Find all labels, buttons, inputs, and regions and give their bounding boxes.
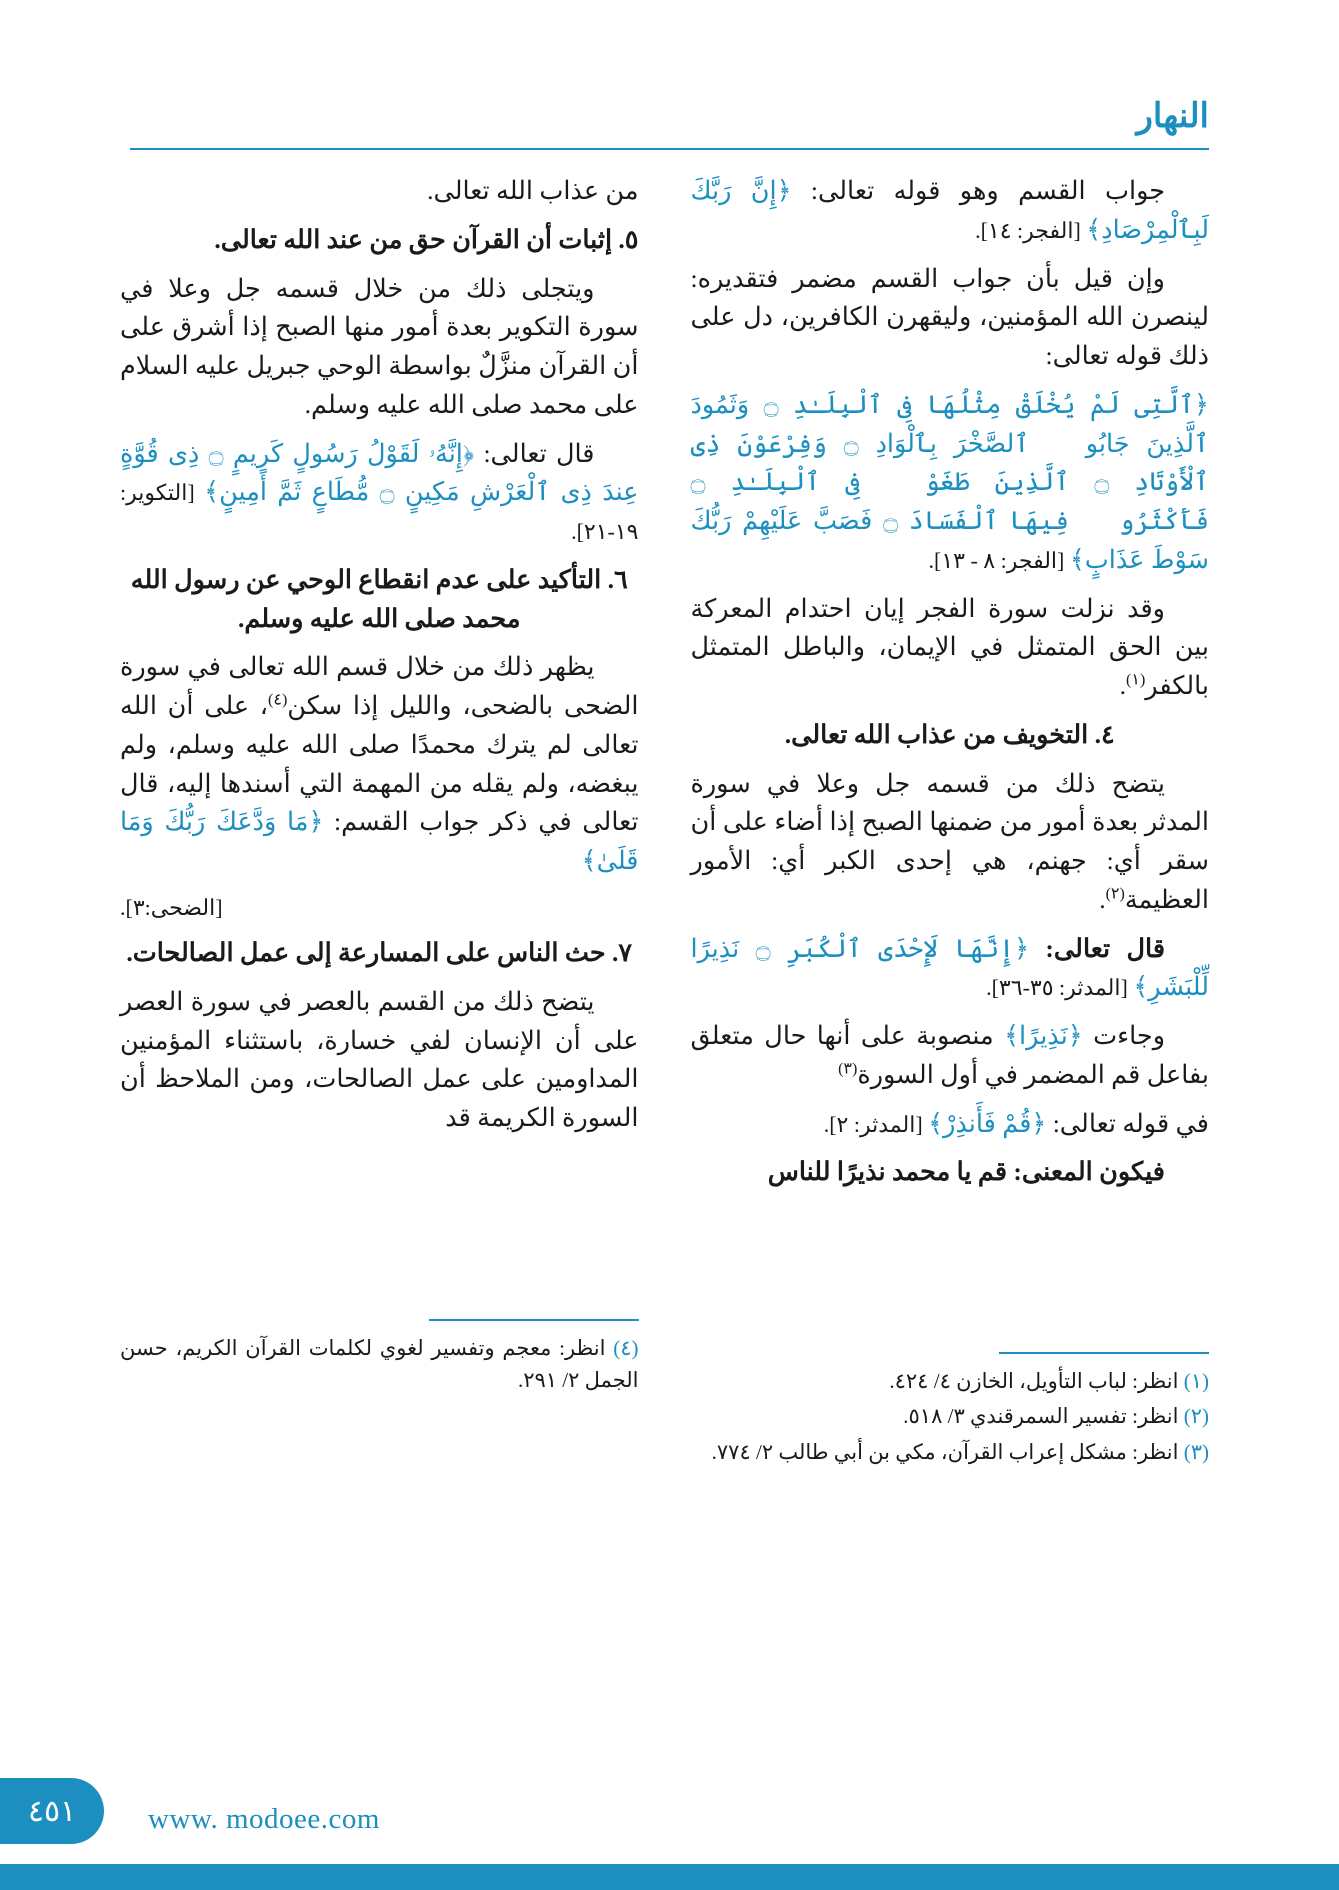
paragraph [120,435,639,551]
footnote-text: انظر: معجم وتفسير لغوي لكلمات القرآن الكريم، حسن الجمل ٢/ ٢٩١. [120,1336,639,1392]
quran-verse: ﴿نَذِيرًا﴾ [1004,1021,1083,1050]
quran-verse: ﴿مَا وَدَّعَكَ رَبُّكَ وَمَا قَلَىٰ﴾ [120,807,639,875]
paragraph-text-tail: . [1099,884,1106,914]
footnote-marker: (٢) [1105,885,1125,903]
page-header [130,96,1209,154]
footnote-number: (٣) [1183,1439,1209,1464]
paragraph [691,172,1210,250]
paragraph [691,930,1210,1008]
footnote-text: انظر: مشكل إعراب القرآن، مكي بن أبي طالب ٢/ ٧٧٤. [711,1439,1184,1464]
section-heading: ٦. التأكيد على عدم انقطاع الوحي عن رسول الله محمد صلى الله عليه وسلم. [130,564,628,633]
paragraph [691,386,1210,580]
paragraph: من عذاب الله تعالى. [427,176,639,205]
page-number: ٤٥١ [0,1778,104,1844]
footnote-number: (١) [1183,1368,1209,1393]
bottom-bar [0,1864,1339,1890]
paragraph-text: وجاءت [1082,1021,1166,1050]
footnote-divider [999,1352,1209,1354]
footnote-text: انظر: تفسير السمرقندي ٣/ ٥١٨. [903,1404,1184,1428]
paragraph-text: قال تعالى: [1029,933,1166,963]
footnote-item [691,1401,1210,1433]
paragraph [691,590,1210,706]
quran-verse: ﴿إِنَّهَا لَإِحْدَى ٱلْكُبَرِ ۝ نَذِيرًا لِّلْبَشَرِ﴾ [690,933,1209,1002]
footnote-marker: (٤) [268,691,288,709]
footnotes-left [120,1319,639,1400]
verse-reference: [الفجر: ١٤]. [975,217,1087,243]
section-heading: ٥. إثبات أن القرآن حق من عند الله تعالى. [214,224,639,254]
paragraph-text-tail: منصوبة على أنها حال متعلق بفاعل قم المضمر في أول السورة [690,1021,1209,1089]
paragraph [691,1017,1210,1095]
footnote-item [120,1333,639,1396]
footnote-marker: (١) [1126,671,1146,689]
paragraph: ويتجلى ذلك من خلال قسمه جل وعلا في سورة التكوير بعدة أمور منها الصبح إذا أشرق على أن القرآن منزَّلٌ بواسطة الوحي جبريل عليه السلام على محمد صلى الله عليه وسلم. [120,273,639,419]
footnote-item [691,1366,1210,1398]
footnote-number: (٤) [613,1336,639,1360]
footnote-marker: (٣) [838,1060,858,1078]
verse-reference: [التكوير: ١٩-٢١]. [120,480,639,544]
paragraph-text: يظهر ذلك من خلال قسم الله تعالى في سورة الضحى بالضحى، والليل إذا سكن [120,652,639,720]
quran-verse: ﴿إِنَّ رَبَّكَ لَبِٱلْمِرْصَادِ﴾ [690,176,1209,244]
paragraph-text: في قوله تعالى: [1046,1108,1209,1138]
footnote-divider [429,1319,639,1321]
paragraph-text: وإن قيل بأن جواب القسم مضمر فتقديره: لينصرن الله المؤمنين، وليقهرن الكافرين، دل على ذلك قوله تعالى: [690,263,1209,370]
footnote-item [691,1437,1210,1469]
verse-reference: [المدثر: ٢]. [823,1111,929,1137]
paragraph-text: يتضح ذلك من قسمه جل وعلا في سورة المدثر بعدة أمور من ضمنها الصبح إذا أضاء على أن سقر أي: جهنم، هي إحدى الكبر أي: الأمور العظيمة [690,768,1209,914]
paragraph [120,648,639,881]
paragraph-text-tail: . [1119,671,1127,700]
quran-verse: ﴿ٱلَّتِى لَمْ يُخْلَقْ مِثْلُهَا فِى ٱلْبِلَـٰدِ ۝ وَثَمُودَ ٱلَّذِينَ جَابُوا۟ ٱلصَّخْرَ بِٱلْوَادِ ۝ وَفِرْعَوْنَ ذِى ٱلْأَوْتَادِ ۝ ٱلَّذِينَ طَغَوْا۟ فِى ٱلْبِلَـٰدِ ۝ فَأَكْثَرُوا۟ فِيهَا ٱلْفَسَادَ ۝ فَصَبَّ عَلَيْهِمْ رَبُّكَ سَوْطَ عَذَابٍ﴾ [690,389,1210,574]
paragraph [691,765,1210,920]
paragraph: يتضح ذلك من القسم بالعصر في سورة العصر على أن الإنسان لفي خسارة، باستثناء المؤمنين المداومين على عمل الصالحات، ومن الملاحظ أن السورة الكريمة قد [120,986,639,1133]
footnotes-right [691,1352,1210,1473]
content-columns [120,172,1209,1472]
footnote-text: انظر: لباب التأويل، الخازن ٤/ ٤٢٤. [889,1368,1184,1393]
section-heading: ٤. التخويف من عذاب الله تعالى. [784,719,1115,749]
paragraph-text-tail: ، على أن الله تعالى لم يترك محمدًا صلى الله عليه وسلم، ولم يبغضه، ولم يقله من المهمة التي أسندها إليه، قال تعالى في ذكر جواب القسم: [120,691,639,837]
column-right [691,172,1210,1472]
verse-reference: [المدثر: ٣٥-٣٦]. [986,975,1134,1001]
paragraph-text: قال تعالى: [474,438,595,468]
header-divider [130,148,1209,150]
verse-reference: [الضحى:٣]. [120,894,223,920]
site-url[interactable]: www. modoee.com [148,1803,380,1835]
paragraph-text: وقد نزلت سورة الفجر إيان احتدام المعركة بين الحق المتمثل في الإيمان، والباطل المتمثل بالكفر [690,593,1209,700]
verse-reference: [الفجر: ٨ - ١٣]. [928,547,1070,573]
column-left [120,172,639,1472]
page-title: النهار [1136,98,1209,135]
quran-verse: ﴿إِنَّهُۥ لَقَوْلُ رَسُولٍ كَرِيمٍ ۝ ذِى قُوَّةٍ عِندَ ذِى ٱلْعَرْشِ مَكِينٍ ۝ مُّطَاعٍ ثَمَّ أَمِينٍ﴾ [120,438,639,507]
paragraph: فيكون المعنى: قم يا محمد نذيرًا للناس [767,1157,1165,1187]
paragraph [691,260,1210,376]
footnote-number: (٢) [1183,1404,1209,1428]
paragraph-text: جواب القسم وهو قوله تعالى: [791,176,1166,205]
section-heading: ٧. حث الناس على المسارعة إلى عمل الصالحات. [126,938,633,968]
quran-verse: ﴿قُمْ فَأَنذِرْ﴾ [928,1108,1047,1138]
paragraph [691,1105,1210,1144]
